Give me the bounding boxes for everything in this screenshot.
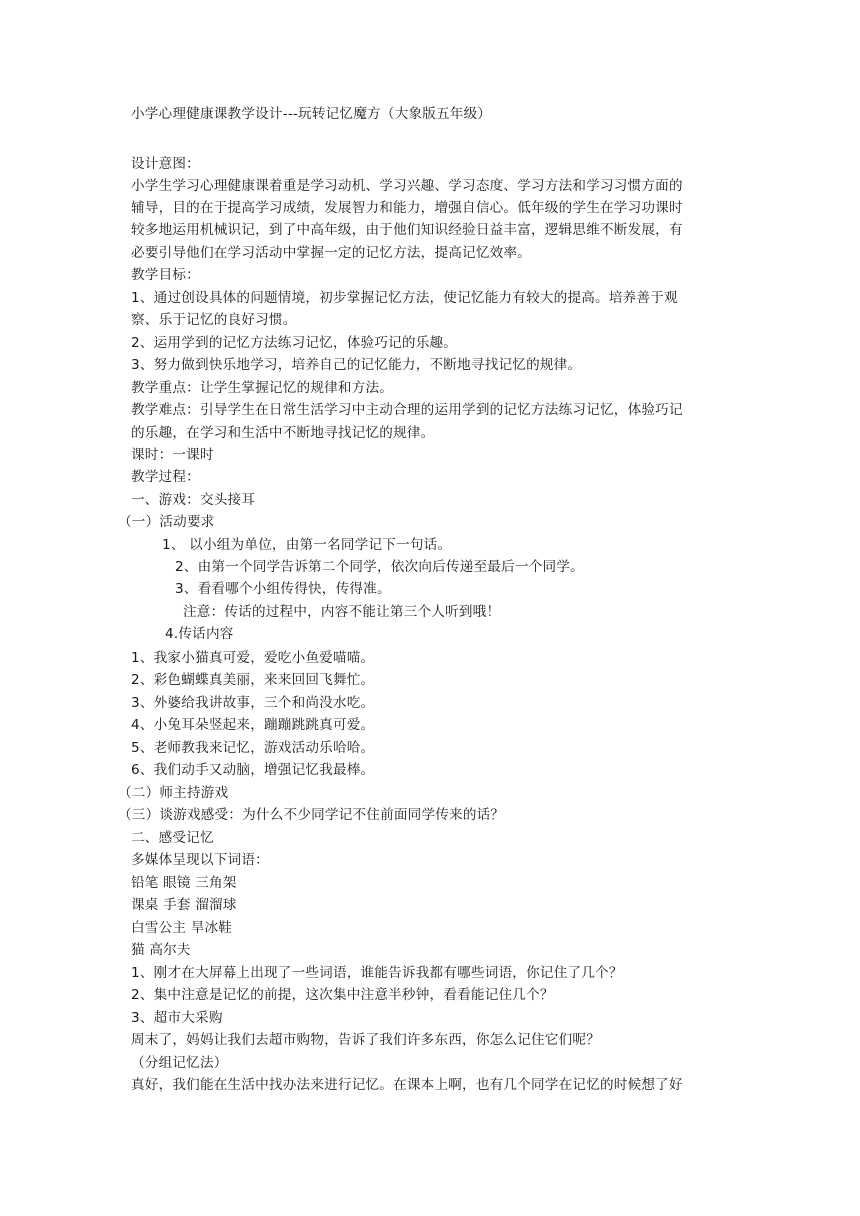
class-hours: 课时：一课时 [131, 447, 214, 463]
para-line: 多媒体呈现以下词语： [131, 852, 269, 868]
para-line: （分组记忆法） [131, 1055, 228, 1071]
word-row: 白雪公主 旱冰鞋 [131, 920, 233, 936]
para-line: 辅导，目的在于提高学习成绩，发展智力和能力，增强自信心。低年级的学生在学习功课时 [131, 200, 683, 216]
question-item: 1、刚才在大屏幕上出现了一些词语，谁能告诉我都有哪些词语，你记住了几个？ [131, 965, 623, 981]
section-heading: 一、游戏：交头接耳 [131, 492, 256, 508]
step-item: 1、 以小组为单位，由第一名同学记下一句话。 [162, 537, 452, 553]
question-item: 3、超市大采购 [131, 1010, 223, 1026]
subsection-heading: （三）谈游戏感受：为什么不少同学记不住前面同学传来的话？ [118, 807, 505, 823]
para-line: 真好，我们能在生活中找办法来进行记忆。在课本上啊，也有几个同学在记忆的时候想了好 [131, 1077, 683, 1093]
word-row: 课桌 手套 溜溜球 [131, 897, 237, 913]
goal-item: 察、乐于记忆的良好习惯。 [131, 312, 297, 328]
word-row: 铅笔 眼镜 三角架 [131, 875, 237, 891]
subsection-heading: 4.传话内容 [165, 626, 234, 642]
teaching-difficulty: 教学难点：引导学生在日常生活学习中主动合理的运用学到的记忆方法练习记忆，体验巧记 [131, 402, 683, 418]
content-item: 2、彩色蝴蝶真美丽，来来回回飞舞忙。 [131, 672, 375, 688]
teaching-key-point: 教学重点：让学生掌握记忆的规律和方法。 [131, 380, 394, 396]
content-item: 6、我们动手又动脑，增强记忆我最棒。 [131, 762, 375, 778]
document-title: 小学心理健康课教学设计---玩转记忆魔方（大象版五年级） [131, 106, 492, 122]
word-row: 猫 高尔夫 [131, 942, 191, 958]
step-item: 2、由第一个同学告诉第二个同学，依次向后传递至最后一个同学。 [175, 559, 584, 575]
para-line: 周末了，妈妈让我们去超市购物，告诉了我们许多东西，你怎么记住它们呢？ [131, 1032, 600, 1048]
subsection-heading: （二）师主持游戏 [118, 785, 229, 801]
para-line: 必要引导他们在学习活动中掌握一定的记忆方法，提高记忆效率。 [131, 245, 532, 261]
goal-item: 1、通过创设具体的问题情境，初步掌握记忆方法，使记忆能力有较大的提高。培养善于观 [131, 290, 678, 306]
heading-teaching-goals: 教学目标： [131, 267, 200, 283]
heading-teaching-process: 教学过程： [131, 469, 200, 485]
question-item: 2、集中注意是记忆的前提，这次集中注意半秒钟，看看能记住几个？ [131, 987, 554, 1003]
step-item: 3、看看哪个小组传得快，传得准。 [175, 581, 391, 597]
content-item: 4、小兔耳朵竖起来，蹦蹦跳跳真可爱。 [131, 717, 375, 733]
section-heading: 二、感受记忆 [131, 830, 214, 846]
goal-item: 3、努力做到快乐地学习，培养自己的记忆能力，不断地寻找记忆的规律。 [131, 357, 582, 373]
para-line: 较多地运用机械识记，到了中高年级，由于他们知识经验日益丰富，逻辑思维不断发展，有 [131, 222, 683, 238]
note-text: 注意：传话的过程中，内容不能让第三个人听到哦！ [183, 604, 501, 620]
teaching-difficulty: 的乐趣，在学习和生活中不断地寻找记忆的规律。 [131, 425, 435, 441]
heading-design-intent: 设计意图： [131, 156, 200, 172]
content-item: 5、老师教我来记忆，游戏活动乐哈哈。 [131, 740, 375, 756]
content-item: 1、我家小猫真可爱，爱吃小鱼爱喵喵。 [131, 650, 375, 666]
subsection-heading: （一）活动要求 [118, 514, 215, 530]
content-item: 3、外婆给我讲故事，三个和尚没水吃。 [131, 695, 375, 711]
goal-item: 2、运用学到的记忆方法练习记忆，体验巧记的乐趣。 [131, 335, 458, 351]
para-line: 小学生学习心理健康课着重是学习动机、学习兴趣、学习态度、学习方法和学习习惯方面的 [131, 178, 683, 194]
